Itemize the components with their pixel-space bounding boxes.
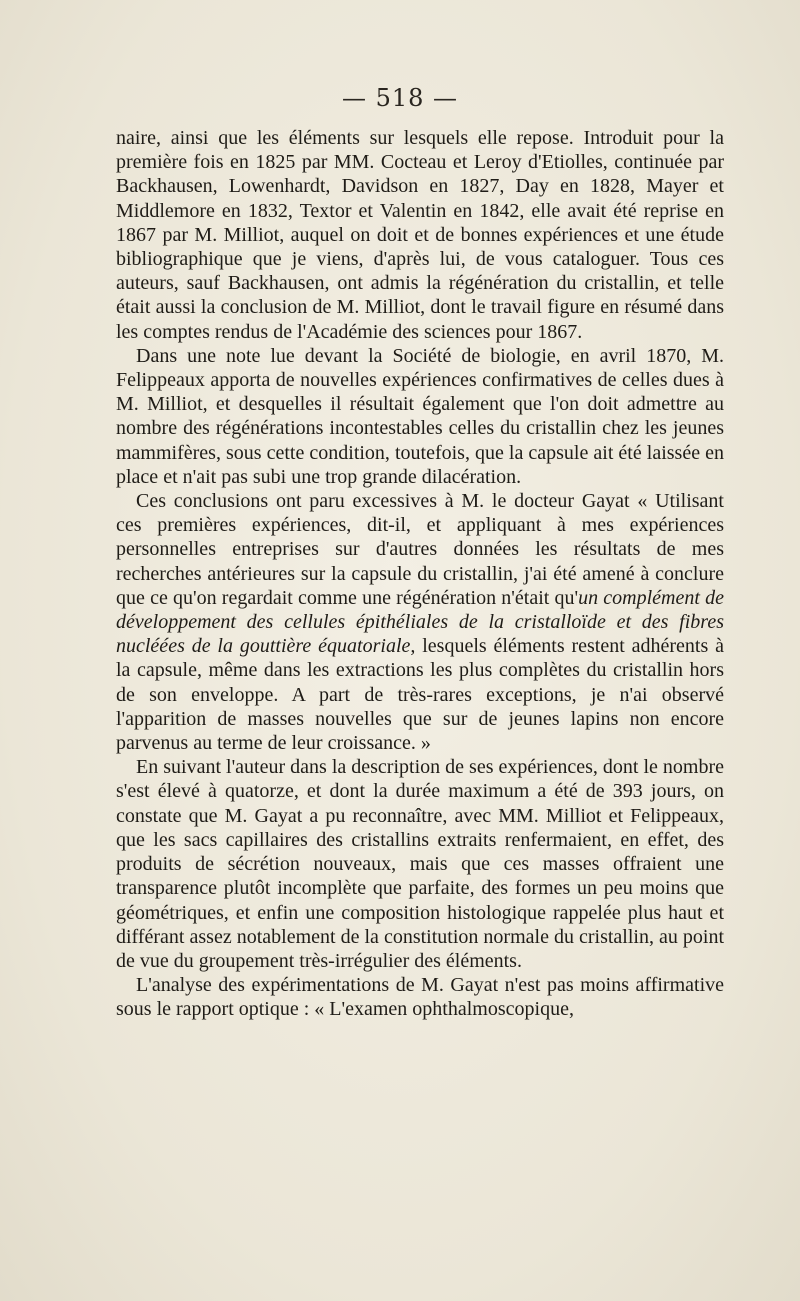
paragraph-3-text-start: Ces conclusions ont paru excessives à M. le docteur Gayat « Utilisant ces premières expériences, dit-il, et appliquant à mes expériences personnelles entreprises sur d'autres données les résultats de mes recherches antérieures sur la capsule du cristallin, j'ai été amené à conclure que ce qu'on regardait comme une régénération n'était qu' [116, 490, 724, 609]
paragraph-4: En suivant l'auteur dans la description de ses expériences, dont le nombre s'est élevé à quatorze, et dont la durée maximum a été de 393 jours, on constate que M. Gayat a pu reconnaître, avec MM. Milliot et Felippeaux, que les sacs capillaires des cristallins extraits renfermaient, en effet, des produits de sécrétion nouveaux, mais que ces masses offraient une transparence plutôt incomplète que parfaite, des formes un peu moins que géométriques, et enfin une composition histologique rappelée plus haut et différant assez notablement de la constitution normale du cristallin, au point de vue du groupement très-irrégulier des éléments. [116, 756, 724, 972]
paragraph-3 [116, 489, 724, 755]
body-text [116, 126, 724, 1022]
page-number: — 518 — [341, 84, 459, 112]
paragraph-1: naire, ainsi que les éléments sur lesquels elle repose. Introduit pour la première fois en 1825 par MM. Cocteau et Leroy d'Etiolles, continuée par Backhausen, Lowenhardt, Davidson en 1827, Day en 1828, Mayer et Middlemore en 1832, Textor et Valentin en 1842, elle avait été reprise en 1867 par M. Milliot, auquel on doit et de bonnes expériences et une étude bibliographique que je viens, d'après lui, de vous cataloguer. Tous ces auteurs, sauf Backhausen, ont admis la régénération du cristallin, et telle était aussi la conclusion de M. Milliot, dont le travail figure en résumé dans les comptes rendus de l'Académie des sciences pour 1867. [116, 127, 724, 343]
paragraph-5: L'analyse des expérimentations de M. Gayat n'est pas moins affirmative sous le rapport optique : « L'examen ophthalmoscopique, [116, 974, 724, 1021]
paragraph-3-text-end: lesquels éléments restent adhérents à la capsule, même dans les extractions les plus complètes du cristallin hors de son enveloppe. A part de très-rares exceptions, je n'ai observé l'apparition de masses nouvelles que sur de jeunes lapins non encore parvenus au terme de leur croissance. » [116, 635, 725, 755]
paragraph-2: Dans une note lue devant la Société de biologie, en avril 1870, M. Felippeaux apporta de nouvelles expériences confirmatives de celles dues à M. Milliot, et desquelles il résultait également que l'on doit admettre au nombre des régénérations incontestables celles du cristallin chez les jeunes mammifères, sous cette condition, toutefois, que la capsule ait été laissée en place et n'ait pas subi une trop grande dilacération. [116, 344, 724, 488]
paragraph-3-italic-quote: un complément de développement des cellules épithéliales de la cristalloïde et des fibres nucléées de la gouttière équatoriale, [116, 586, 724, 658]
